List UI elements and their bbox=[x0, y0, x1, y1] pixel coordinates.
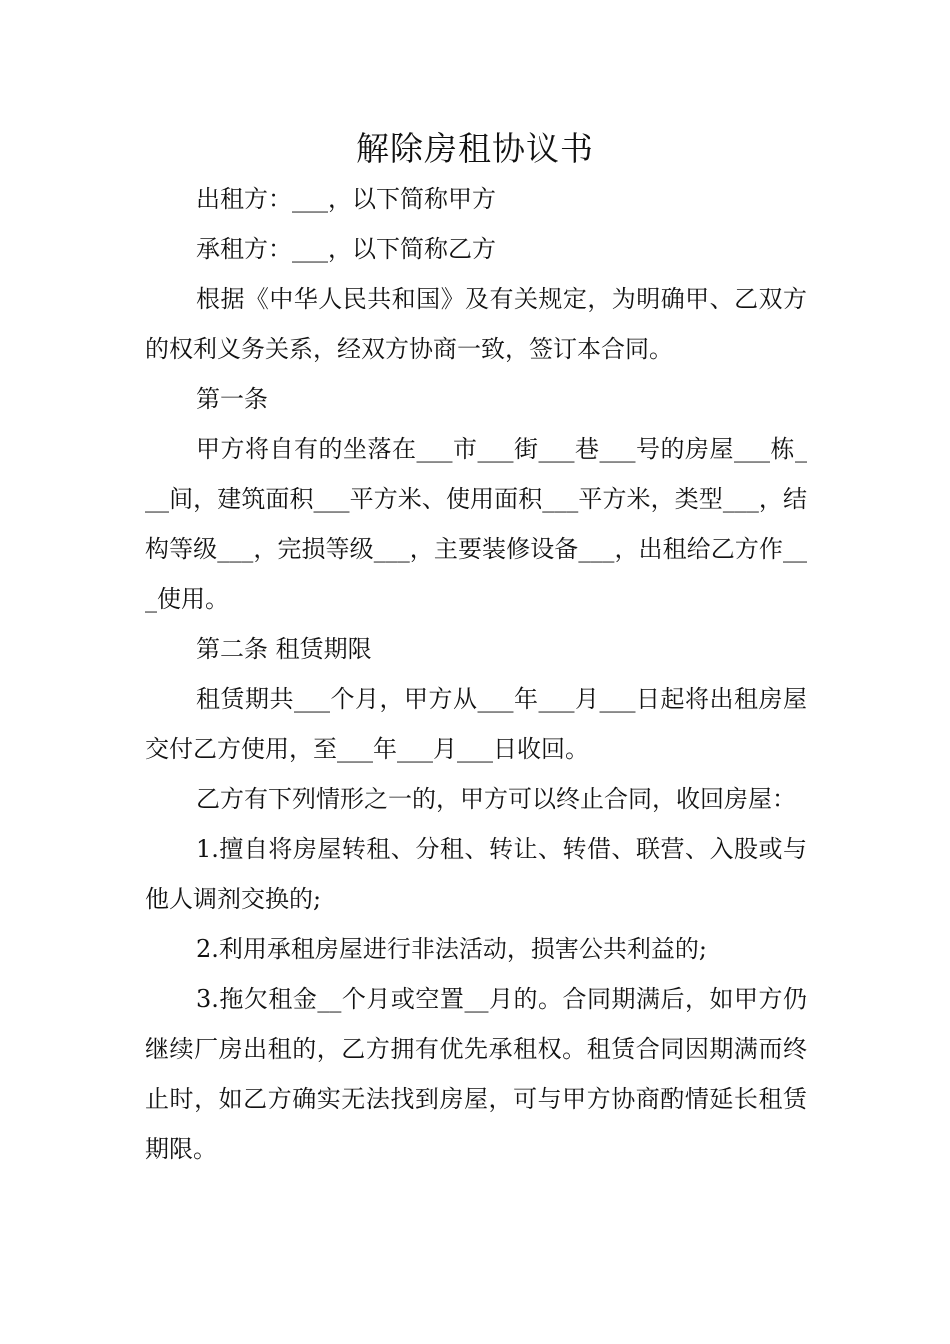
document-body bbox=[145, 174, 807, 1174]
paragraph-preamble: 根据《中华人民共和国》及有关规定，为明确甲、乙双方的权利义务关系，经双方协商一致，签订本合同。 bbox=[145, 285, 807, 363]
article-two-heading: 第二条 租赁期限 bbox=[196, 635, 372, 663]
paragraph-lessee: 承租方：___，以下简称乙方 bbox=[196, 235, 496, 263]
list-item-1: 1.擅自将房屋转租、分租、转让、转借、联营、入股或与他人调剂交换的; bbox=[145, 835, 807, 913]
paragraph-termination-intro: 乙方有下列情形之一的，甲方可以终止合同，收回房屋： bbox=[196, 785, 796, 813]
article-one-heading: 第一条 bbox=[196, 385, 268, 413]
paragraph-article-one: 甲方将自有的坐落在___市___街___巷___号的房屋___栋___间，建筑面积___平方米、使用面积___平方米，类型___，结构等级___，完损等级___，主要装修设备___，出租给乙方作___使用。 bbox=[145, 435, 807, 613]
list-item-3: 3.拖欠租金__个月或空置__月的。合同期满后，如甲方仍继续厂房出租的，乙方拥有优先承租权。租赁合同因期满而终止时，如乙方确实无法找到房屋，可与甲方协商酌情延长租赁期限。 bbox=[145, 985, 807, 1163]
paragraph-lessor: 出租方：___，以下简称甲方 bbox=[196, 185, 496, 213]
document-title: 解除房租协议书 bbox=[356, 129, 594, 168]
list-item-2: 2.利用承租房屋进行非法活动，损害公共利益的; bbox=[196, 935, 707, 963]
paragraph-lease-term: 租赁期共___个月，甲方从___年___月___日起将出租房屋交付乙方使用，至___年___月___日收回。 bbox=[145, 685, 807, 763]
